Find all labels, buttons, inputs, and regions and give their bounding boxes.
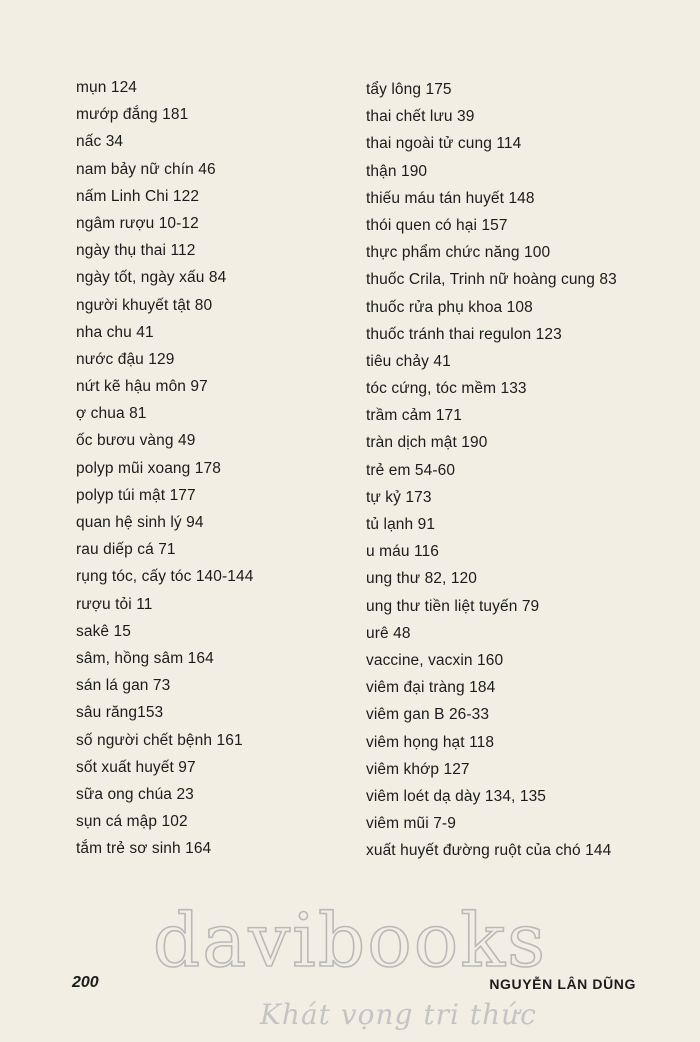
index-entry: tiêu chảy 41	[366, 352, 451, 370]
index-entry: ngày tốt, ngày xấu 84	[76, 269, 227, 287]
index-entry: viêm mũi 7-9	[366, 815, 456, 833]
index-entry: viêm họng hạt 118	[366, 733, 495, 751]
index-entry: thuốc tránh thai regulon 123	[366, 325, 562, 343]
index-entry: tủ lạnh 91	[366, 516, 436, 533]
watermark-tagline: Khát vọng tri thức	[260, 998, 537, 1031]
index-entry: số người chết bệnh 161	[76, 731, 243, 749]
index-entry: tắm trẻ sơ sinh 164	[76, 840, 212, 858]
index-entry: viêm gan B 26-33	[366, 706, 490, 724]
index-column-left	[76, 74, 253, 862]
index-entry: ung thư 82, 120	[366, 570, 477, 588]
index-entry: nam bảy nữ chín 46	[76, 160, 216, 178]
index-entry: quan hệ sinh lý 94	[76, 514, 204, 531]
index-entry: tẩy lông 175	[366, 81, 452, 98]
index-entry: nha chu 41	[76, 323, 154, 341]
index-entry: sakê 15	[76, 622, 131, 640]
index-entry: nước đậu 129	[76, 350, 175, 368]
index-entry: thói quen có hại 157	[366, 216, 508, 234]
index-entry: viêm khớp 127	[366, 760, 470, 778]
index-entry: nứt kẽ hậu môn 97	[76, 378, 208, 396]
index-entry: ung thư tiền liệt tuyến 79	[366, 597, 540, 615]
index-entry: nấm Linh Chi 122	[76, 187, 200, 205]
index-entry: thực phẩm chức năng 100	[366, 244, 551, 262]
index-entry: nấc 34	[76, 133, 124, 151]
index-entry: tóc cứng, tóc mềm 133	[366, 380, 527, 398]
index-entry: urê 48	[366, 624, 411, 642]
index-entry: ợ chua 81	[76, 405, 147, 423]
index-entry: polyp mũi xoang 178	[76, 459, 221, 477]
index-column-right	[366, 76, 617, 864]
index-entry: polyp túi mật 177	[76, 486, 196, 504]
index-entry: người khuyết tật 80	[76, 296, 213, 314]
index-entry: sụn cá mập 102	[76, 813, 188, 831]
index-entry: thai chết lưu 39	[366, 108, 475, 126]
index-entry: tràn dịch mật 190	[366, 434, 488, 452]
index-entry: mụn 124	[76, 79, 138, 96]
index-entry: ngày thụ thai 112	[76, 242, 196, 260]
index-entry: thận 190	[366, 162, 428, 180]
index-entry: rụng tóc, cấy tóc 140-144	[76, 568, 254, 586]
index-entry: ốc bươu vàng 49	[76, 432, 196, 450]
index-entry: vaccine, vacxin 160	[366, 651, 504, 669]
index-entry: viêm đại tràng 184	[366, 679, 496, 697]
watermark-logo: davibooks	[152, 898, 548, 984]
index-entry: thiếu máu tán huyết 148	[366, 189, 535, 207]
index-entry: ngâm rượu 10-12	[76, 214, 199, 232]
index-entry: mướp đắng 181	[76, 106, 189, 124]
index-entry: tự kỷ 173	[366, 488, 432, 506]
index-entry: rau diếp cá 71	[76, 541, 176, 559]
index-entry: sữa ong chúa 23	[76, 785, 194, 803]
author-name: NGUYỄN LÂN DŨNG	[489, 976, 636, 992]
index-entry: xuất huyết đường ruột của chó 144	[366, 842, 612, 860]
index-entry: sâu răng153	[76, 704, 164, 722]
index-entry: sâm, hồng sâm 164	[76, 649, 214, 667]
page-number: 200	[72, 974, 99, 991]
index-entry: trẻ em 54-60	[366, 461, 456, 479]
index-entry: u máu 116	[366, 543, 439, 561]
index-entry: sán lá gan 73	[76, 677, 171, 695]
index-entry: trầm cảm 171	[366, 407, 462, 425]
index-entry: sốt xuất huyết 97	[76, 758, 196, 776]
index-entry: rượu tỏi 11	[76, 595, 153, 613]
index-entry: thuốc rửa phụ khoa 108	[366, 298, 533, 316]
index-entry: thuốc Crila, Trinh nữ hoàng cung 83	[366, 271, 617, 289]
index-entry: thai ngoài tử cung 114	[366, 135, 522, 153]
index-entry: viêm loét dạ dày 134, 135	[366, 787, 547, 805]
